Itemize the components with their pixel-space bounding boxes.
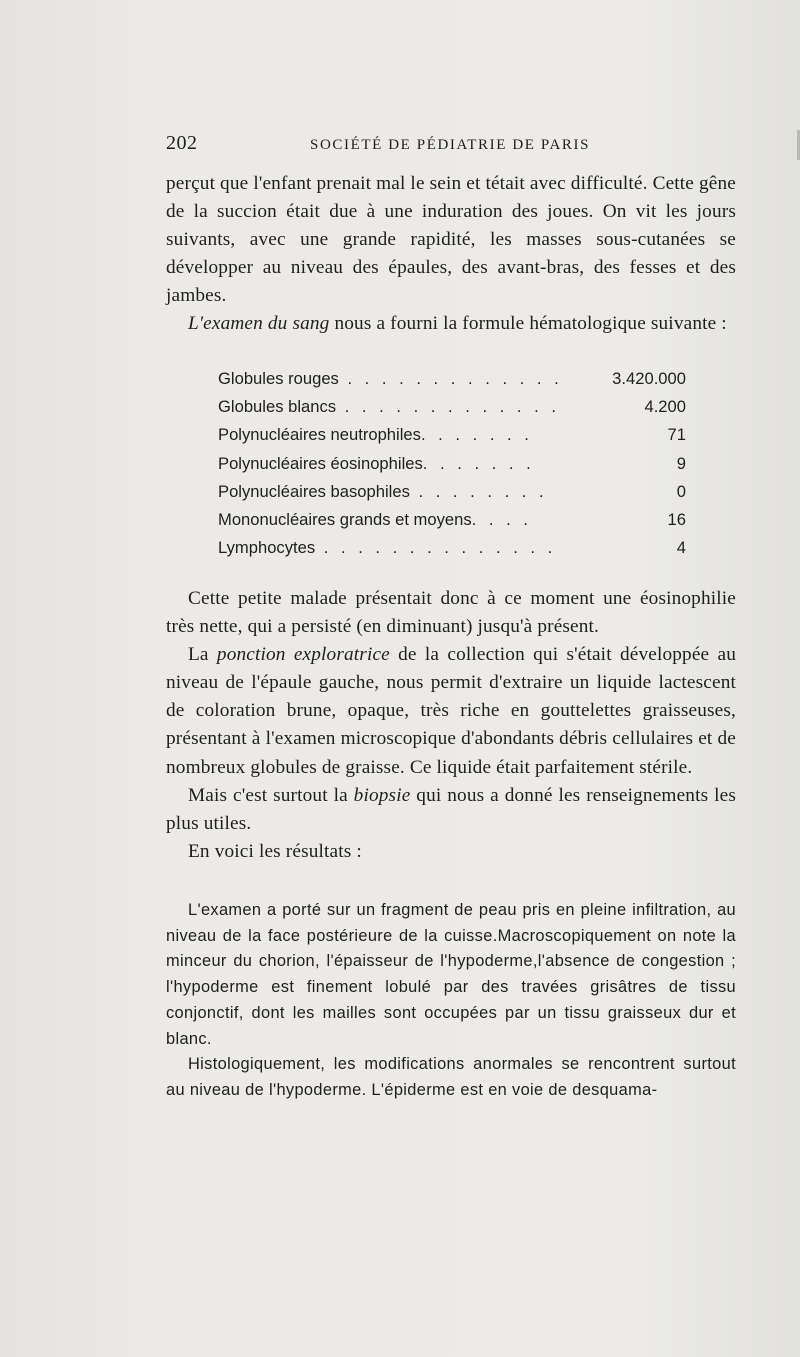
blood-exam-text: nous a fourni la formule hématologique suivante : [329,313,727,335]
intro-paragraph: perçut que l'enfant prenait mal le sein et tétait avec difficulté. Cette gêne de la succion était due à une induration des joues. On vit les jours suivants, avec une grande rapidité, les masses sous-cutanées se développer au niveau des épaules, des avant-bras, des fesses et des jambes. [166,173,736,307]
page-header [166,132,736,160]
leader-dots: . . . . . . . . . . . . . [338,369,563,388]
biopsy-text: qui nous a donné les renseignements les plus utiles. [166,784,736,834]
row-value: 4.200 [644,397,686,417]
leader-dots: . . . . . . . [420,425,533,445]
leader-dots: . . . . . . . . . . . . . . [315,538,557,558]
row-value: 4 [676,538,686,558]
page-number: 202 [166,132,198,154]
results-intro: En voici les résultats : [188,840,362,862]
row-label: Globules blancs [218,397,337,417]
running-title: SOCIÉTÉ DE PÉDIATRIE DE PARIS [310,137,591,153]
row-label: Globules rouges [218,369,339,388]
table-row [218,510,686,538]
table-row [218,397,686,425]
macroscopic-paragraph: L'examen a porté sur un fragment de peau pris en pleine infiltration, au niveau de la face postérieure de la cuisse.Macroscopiquement on note la minceur du chorion, l'épaisseur de l'hypoderme,l'absence de congestion ; l'hypoderme est finement lobulé par des travées grisâtres de tissu conjonctif, dont les mailles sont occupées par un tissu graisseux dur et blanc. [166,901,736,1048]
blood-exam-paragraph [166,310,736,338]
table-row [218,482,686,510]
discussion-section [166,585,736,866]
puncture-italic: ponction exploratrice [216,644,390,666]
intro-section [166,170,736,339]
puncture-paragraph [166,641,736,781]
row-label: Polynucléaires éosinophiles [218,453,423,473]
puncture-pre: La [188,644,217,666]
table-row [218,538,686,566]
biopsy-paragraph [166,782,736,838]
table-row [218,454,686,482]
histology-paragraph: Histologiquement, les modifications anormales se rencontrent surtout au niveau de l'hypoderme. L'épiderme est en voie de desquama- [166,1055,736,1099]
results-section [166,898,736,1104]
row-value: 71 [667,425,686,445]
row-label: Polynucléaires neutrophiles [218,425,421,445]
leader-dots: . . . . . . . . [409,481,548,501]
row-label: Polynucléaires basophiles [218,481,410,501]
row-value: 0 [676,481,686,501]
leader-dots: . . . . [471,509,532,529]
table-row [218,425,686,453]
biopsy-italic: biopsie [353,784,411,806]
row-value: 3.420.000 [612,369,686,388]
row-value: 16 [667,509,686,529]
row-value: 9 [676,453,686,473]
blood-exam-italic: L'examen du sang [188,313,330,335]
eosinophilia-paragraph: Cette petite malade présentait donc à ce moment une éosinophilie très nette, qui a persisté (en diminuant) jusqu'à présent. [166,588,736,638]
puncture-text: de la collection qui s'était développée au niveau de l'épaule gauche, nous permit d'extraire un liquide lactescent de coloration brune, opaque, très riche en gouttelettes graisseuses, présentant à l'examen microscopique d'abondants débris cellulaires et de nombreux globules de graisse. Ce liquide était parfaitement stérile. [166,644,737,778]
table-row [218,369,686,397]
biopsy-pre: Mais c'est surtout la [188,784,354,806]
leader-dots: . . . . . . . [422,453,535,473]
row-label: Mononucléaires grands et moyens [218,509,472,529]
leader-dots: . . . . . . . . . . . . . [336,397,560,417]
row-label: Lymphocytes [218,538,316,558]
hematology-table [218,369,686,566]
